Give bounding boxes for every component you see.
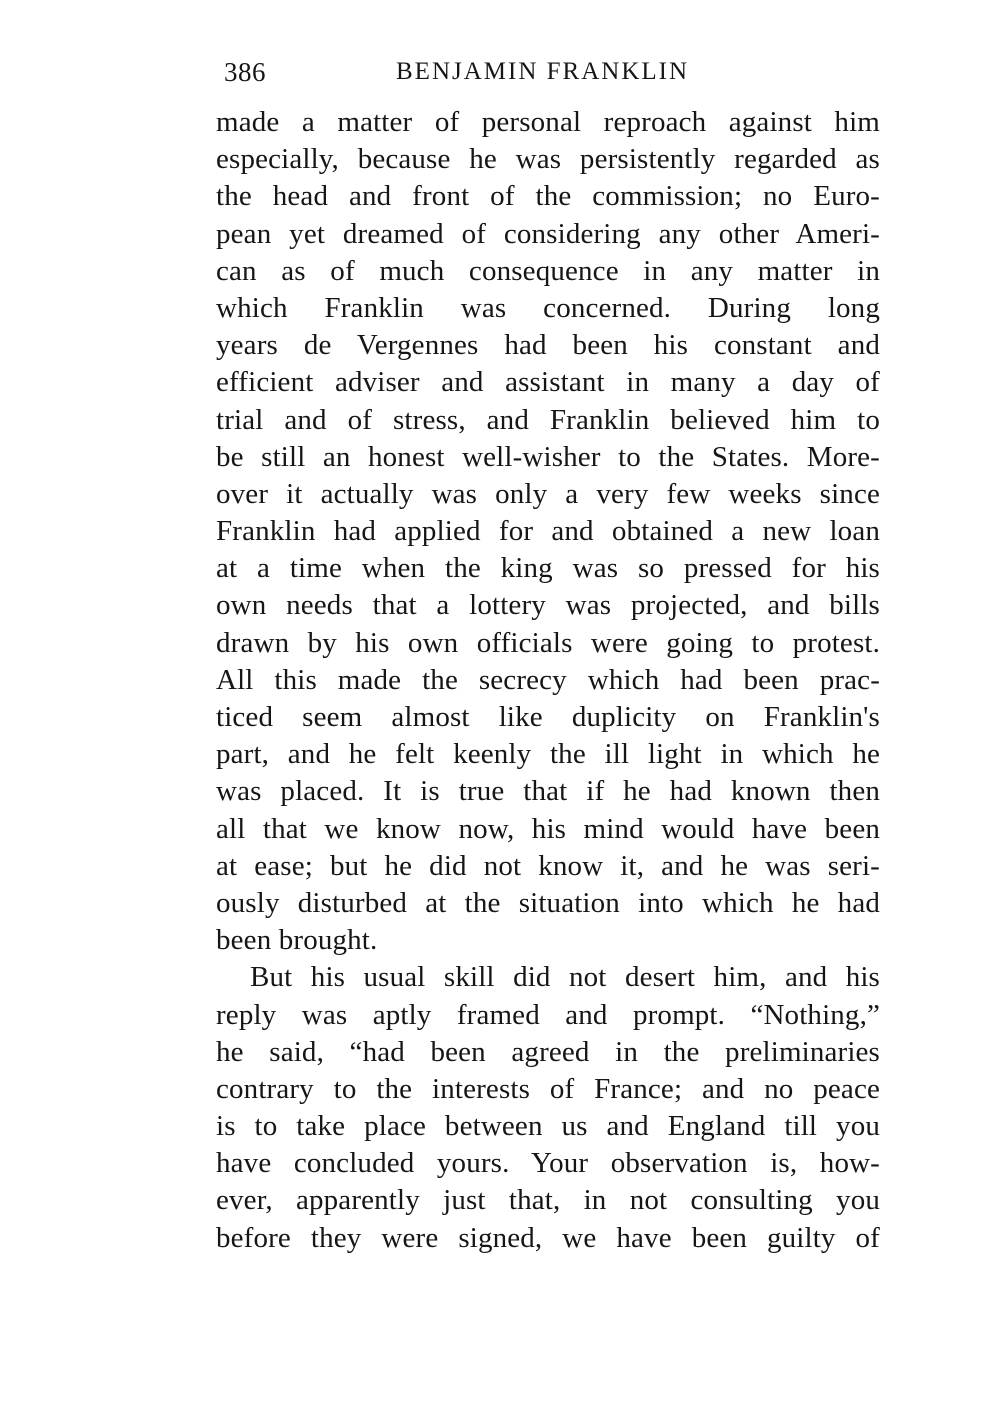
text-line: especially, because he was persistently regarded as: [216, 143, 880, 176]
text-line: before they were signed, we have been guilty of: [216, 1221, 880, 1254]
text-line: made a matter of personal reproach against him: [216, 106, 880, 138]
text-line: trial and of stress, and Franklin believed him to: [216, 403, 880, 436]
paragraph-2: [216, 959, 880, 1257]
text-line: be still an honest well-wisher to the States. More-: [216, 440, 880, 473]
paragraph-1: [216, 104, 880, 959]
text-line: all that we know now, his mind would have been: [216, 812, 880, 845]
text-line: drawn by his own officials were going to protest.: [216, 626, 880, 659]
text-line: can as of much consequence in any matter in: [216, 254, 880, 287]
text-line: over it actually was only a very few weeks since: [216, 477, 880, 510]
text-line: But his usual skill did not desert him, and his: [250, 961, 880, 994]
text-line: is to take place between us and England till you: [216, 1110, 880, 1143]
text-line: which Franklin was concerned. During long: [216, 291, 880, 324]
text-line: at ease; but he did not know it, and he was seri-: [216, 849, 880, 882]
text-line: at a time when the king was so pressed for his: [216, 552, 880, 585]
text-line: years de Vergennes had been his constant and: [216, 329, 880, 362]
text-line: ously disturbed at the situation into which he had: [216, 886, 880, 919]
book-title: BENJAMIN FRANKLIN: [396, 58, 690, 85]
body-text: [216, 104, 880, 1257]
text-line: reply was aptly framed and prompt. “Nothing,”: [216, 998, 880, 1031]
text-line: Franklin had applied for and obtained a new loan: [216, 515, 880, 548]
text-line: have concluded yours. Your observation is, how-: [216, 1147, 880, 1180]
text-line: own needs that a lottery was projected, and bills: [216, 589, 880, 622]
text-line: pean yet dreamed of considering any other Ameri-: [216, 217, 880, 250]
text-line: contrary to the interests of France; and no peace: [216, 1072, 880, 1105]
running-head: [216, 52, 880, 92]
text-line: the head and front of the commission; no Euro-: [216, 180, 880, 213]
text-line: All this made the secrecy which had been prac-: [216, 663, 880, 696]
text-line: been brought.: [216, 924, 378, 957]
text-line: ticed seem almost like duplicity on Franklin's: [216, 701, 880, 733]
text-line: was placed. It is true that if he had known then: [216, 775, 880, 808]
text-line: he said, “had been agreed in the preliminaries: [216, 1035, 880, 1068]
text-line: part, and he felt keenly the ill light in which he: [216, 738, 880, 771]
page-number: 386: [224, 57, 266, 87]
text-line: ever, apparently just that, in not consulting you: [216, 1184, 880, 1217]
text-line: efficient adviser and assistant in many a day of: [216, 366, 880, 399]
